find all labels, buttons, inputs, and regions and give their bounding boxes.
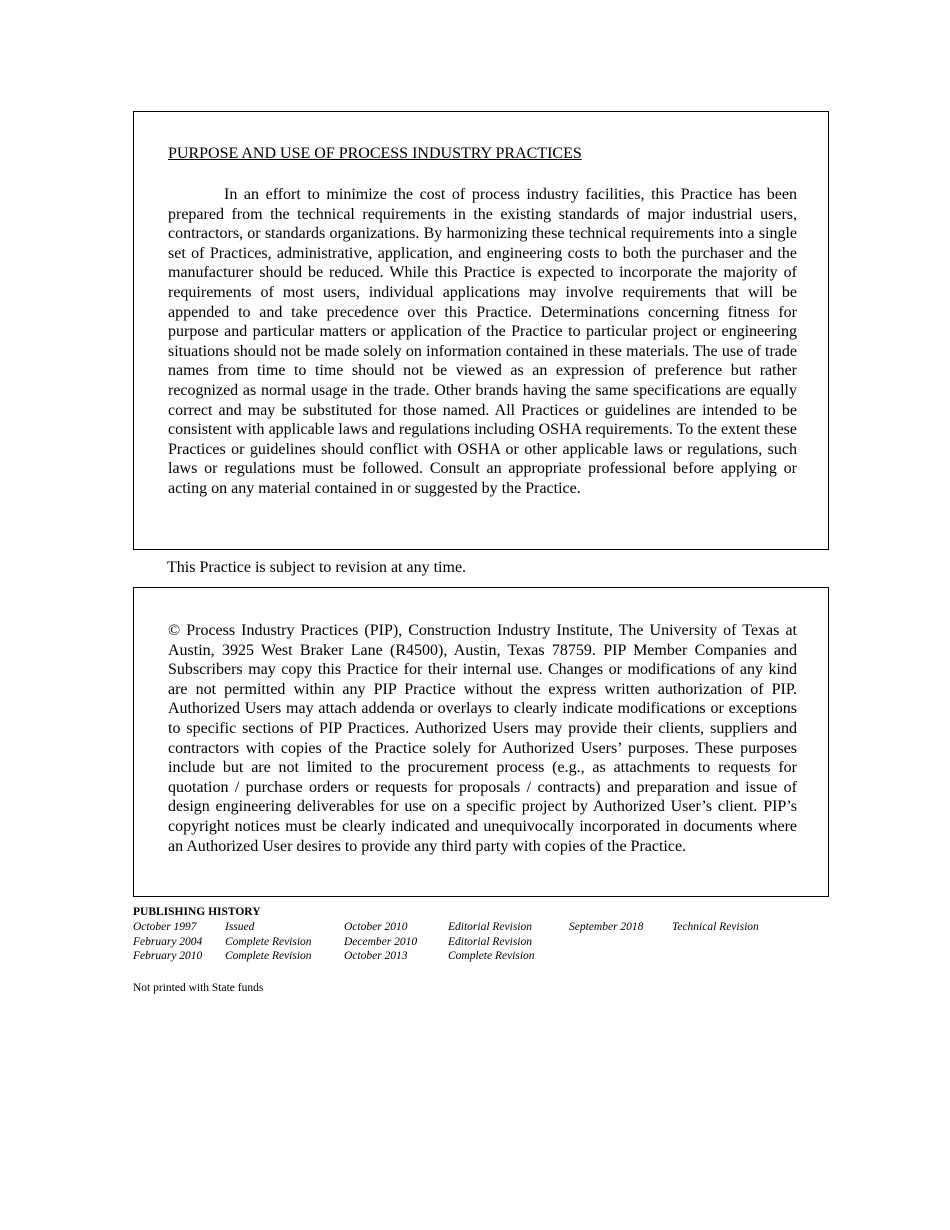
purpose-heading: PURPOSE AND USE OF PROCESS INDUSTRY PRACTICES (168, 145, 582, 162)
purpose-paragraph: In an effort to minimize the cost of process industry facilities, this Practice has been prepared from the technical requirements in the existing standards of major industrial users, contractors, or standards organizations. By harmonizing these technical requirements into a single set of Practices, administrative, application, and engineering costs to both the purchaser and the manufacturer should be reduced. While this Practice is expected to incorporate the majority of requirements of most users, individual applications may involve requirements that will be appended to and take precedence over this Practice. Determinations concerning fitness for purpose and particular matters or application of the Practice to particular project or engineering situations should not be made solely on information contained in these materials. The use of trade names from time to time should not be viewed as an expression of preference but rather recognized as normal usage in the trade. Other brands having the same specifications are equally correct and may be substituted for those named. All Practices or guidelines are intended to be consistent with applicable laws and regulations including OSHA requirements. To the extent these Practices or guidelines should conflict with OSHA or other applicable laws or regulations, such laws or regulations must be followed. Consult an appropriate professional before applying or acting on any material contained in or suggested by the Practice. (168, 186, 797, 497)
revision-note: This Practice is subject to revision at any time. (167, 559, 467, 576)
history-date: October 1997 (133, 921, 197, 933)
history-event: Editorial Revision (448, 921, 533, 933)
history-date: February 2004 (133, 935, 203, 948)
history-event: Complete Revision (225, 935, 312, 948)
copyright-paragraph: © Process Industry Practices (PIP), Construction Industry Institute, The University of Texas at Austin, 3925 West Braker Lane (R4500), Austin, Texas 78759. PIP Member Companies and Subscribers may copy this Practice for their internal use. Changes or modifications of any kind are not permitted within any PIP Practice without the express written authorization of PIP. Authorized Users may attach addenda or overlays to clearly indicate modifications or exceptions to specific sections of PIP Practices. Authorized Users may provide their clients, suppliers and contractors with copies of the Practice solely for Authorized Users’ purposes. These purposes include but are not limited to the procurement process (e.g., as attachments to requests for quotation / purchase orders or requests for proposals / contracts) and preparation and issue of design engineering deliverables for use on a specific project by Authorized User’s client. PIP’s copyright notices must be clearly indicated and unequivocally incorporated in documents where an Authorized User desires to provide any third party with copies of the Practice. (168, 622, 797, 855)
purpose-box (133, 111, 829, 550)
footer-note: Not printed with State funds (133, 982, 264, 994)
history-date: December 2010 (344, 935, 418, 948)
history-event: Technical Revision (672, 921, 759, 933)
publishing-history (133, 905, 759, 964)
history-row (133, 935, 759, 950)
history-event (672, 949, 759, 964)
history-date (569, 935, 672, 950)
history-date: September 2018 (569, 921, 644, 933)
history-event: Complete Revision (448, 950, 535, 962)
copyright-box (133, 587, 829, 897)
history-event (672, 935, 759, 950)
history-row (133, 920, 759, 935)
history-row (133, 949, 759, 964)
history-date: October 2010 (344, 921, 408, 933)
history-event: Editorial Revision (448, 935, 533, 948)
history-date: February 2010 (133, 950, 203, 962)
history-event: Complete Revision (225, 950, 312, 962)
history-event: Issued (225, 921, 255, 933)
publishing-history-title: PUBLISHING HISTORY (133, 906, 261, 918)
publishing-history-table (133, 920, 759, 964)
history-date (569, 949, 672, 964)
history-date: October 2013 (344, 950, 408, 962)
